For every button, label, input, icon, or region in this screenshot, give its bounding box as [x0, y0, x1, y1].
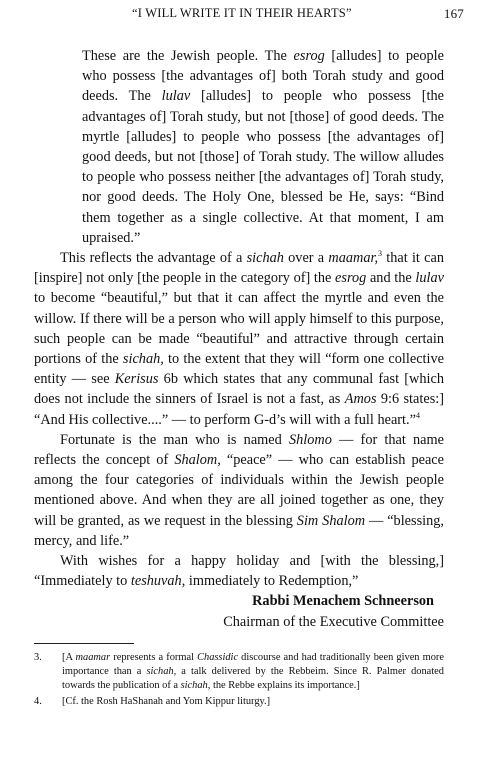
signature-name: Rabbi Menachem Schneerson [252, 593, 434, 610]
footnote-ref-3[interactable]: 3 [378, 249, 383, 259]
footnote-3 [34, 651, 444, 693]
footnotes [34, 651, 444, 711]
paragraph-wishes: With wishes for a happy holiday and [with the blessing,] “Immediately to teshuvah, immediately to Redemption,” [34, 553, 444, 590]
footnote-divider [34, 643, 134, 644]
page-number: 167 [443, 6, 464, 21]
block-quote: These are the Jewish people. The esrog [alludes] to people who possess [the advantages of] both Torah study and good deeds. The lulav [alludes] to people who possess [the advantages of] Torah study, but not [those] of good deeds. The myrtle [alludes] to people who possess [the advantages of] good deeds, but not [those] of Torah study. The willow alludes to people who possess neither [the advantages of] Torah study, nor good deeds. The Holy One, blessed be He, says: “Bind them together as a single collective. At that moment, I am upraised.” [82, 48, 444, 246]
footnote-ref-4[interactable]: 4 [415, 410, 420, 420]
main-text [34, 46, 444, 632]
signature-block [34, 591, 444, 631]
signature-title: Chairman of the Executive Committee [223, 613, 444, 630]
running-title: “I WILL WRITE IT IN THEIR HEARTS” [132, 6, 352, 20]
footnote-text: [Cf. the Rosh HaShanah and Yom Kippur liturgy.] [62, 696, 271, 707]
footnote-text: [A maamar represents a formal Chassidic discourse and had traditionally been given more importance than a sichah, a talk delivered by the Rebbeim. Since R. Palmer donated towards the publication of a sichah, the Rebbe explains its importance.] [62, 652, 444, 691]
footnote-number: 4. [34, 696, 42, 707]
paragraph-sichah-advantage: This reflects the advantage of a sichah over a maamar,$^3$ that it can [inspire] not only [the people in the category of] the esrog and the lulav to become “beautiful,” but that it can affect the myrtle and even the willow. If there will be a person who will apply himself to this purpose, such people can be made “beautiful” and attractive through certain portions of the sichah, to the extent that they will “form one collective entity — see Kerisus 6b which states that any communal fast [which does not include the sinners of Israel is not a fast, as Amos 9:6 states:] “And His collective....” — to perform G-d’s will with a full heart.”$^4$ [34, 249, 444, 428]
paragraph-shlomo: Fortunate is the man who is named Shlomo — for that name reflects the concept of Shalom, “peace” — who can establish peace among the four categories of individuals within the Jewish people mentioned above. And when they are all joined together as one, they will be granted, as we request in the blessing Sim Shalom — “blessing, mercy, and life.” [34, 431, 444, 549]
footnote-4 [34, 695, 444, 709]
running-header [34, 6, 466, 24]
footnote-number: 3. [34, 652, 42, 663]
